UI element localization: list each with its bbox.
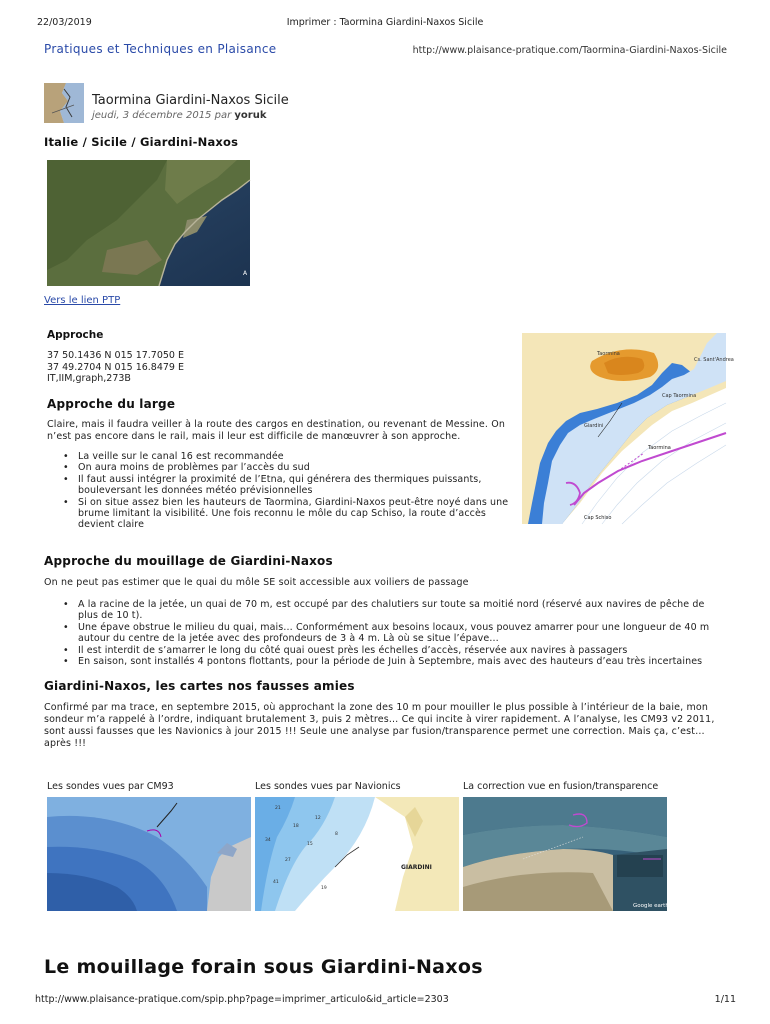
approche-large-paragraph [47,419,517,443]
cartes-line-4: après !!! [44,738,87,749]
list-item: • Une épave obstrue le milieu du quai, mais… Conformément aux besoins locaux, vous pouvez amarrer pour une longueur de 40 m autour du centre de la jetée avec des profondeurs de 3 à 4 m. Là où se situe l’épave… [44,622,734,645]
satellite-image [47,160,250,286]
chart-label-captaormina: Cap Taormina [662,393,697,399]
list-item: • Il est interdit de s’amarrer le long du côté quai ouest près les échelles d’accès, réservée aux navires à passagers [44,645,734,656]
cartes-paragraph [44,702,734,750]
mouillage-heading: Approche du mouillage de Giardini-Naxos [44,554,333,568]
svg-text:12: 12 [315,816,321,821]
footer-url: http://www.plaisance-pratique.com/spip.php?page=imprimer_articulo&id_article=2303 [35,994,449,1005]
navionics-label: GIARDINI [401,864,432,871]
approche-large-line-2: n’est pas encore dans le rail, mais il leur est difficile de manœuvrer à son approche. [47,431,461,442]
coord-line-1: 37 50.1436 N 015 17.7050 E [47,350,184,361]
list-item: • A la racine de la jetée, un quai de 70 m, est occupé par des chalutiers sur toute sa moitié nord (réservé aux navires de pêche de plus de 10 t). [44,599,734,622]
ptp-link[interactable]: Vers le lien PTP [44,295,121,306]
svg-text:A: A [243,270,248,277]
article-meta [92,110,267,121]
site-url[interactable]: http://www.plaisance-pratique.com/Taormina-Giardini-Naxos-Sicile [412,45,727,56]
list-item: • En saison, sont installés 4 pontons flottants, pour la période de Juin à Septembre, mais avec des hauteurs d’eau très incertaines [44,656,734,667]
google-earth-watermark: Google earth [633,903,669,909]
svg-text:18: 18 [293,824,299,829]
list-item: • Si on situe assez bien les hauteurs de Taormina, Giardini-Naxos peut-être noyé dans une brume limitant la visibilité. Une fois reconnu le môle du cap Schiso, la route d’accès devient claire [44,497,524,531]
chart-label-taormina-track: Taormina [648,445,671,451]
list-item: • On aura moins de problèmes par l’accès du sud [44,462,524,473]
svg-text:8: 8 [335,832,338,837]
caption-fusion: La correction vue en fusion/transparence [463,781,659,792]
list-item: • La veille sur le canal 16 est recommandée [44,451,524,462]
list-item: • Il faut aussi intégrer la proximité de l’Etna, qui générera des thermiques puissants, bouleversant les données météo prévisionnelles [44,474,524,497]
site-name[interactable]: Pratiques et Techniques en Plaisance [44,42,277,56]
caption-cm93: Les sondes vues par CM93 [47,781,174,792]
article-by: par [214,110,232,121]
print-date: 22/03/2019 [37,17,92,28]
navionics-image [255,797,459,911]
print-title: Imprimer : Taormina Giardini-Naxos Sicile [286,17,484,28]
nautical-chart [522,333,734,524]
article-title: Taormina Giardini-Naxos Sicile [92,93,289,108]
page-number: 1/11 [714,994,736,1005]
svg-text:27: 27 [285,858,291,863]
breadcrumb: Italie / Sicile / Giardini-Naxos [44,135,239,149]
article-author[interactable]: yoruk [234,110,267,121]
article-logo-icon [44,83,84,123]
svg-text:19: 19 [321,886,327,891]
chart-label-giardini: Giardini [584,423,604,429]
caption-navionics: Les sondes vues par Navionics [255,781,401,792]
article-date: jeudi, 3 décembre 2015 [92,110,212,121]
chart-label-capschiso: Cap Schiso [584,515,612,521]
approche-large-list [44,451,524,531]
coord-line-2: 37 49.2704 N 015 16.8479 E [47,361,184,373]
cartes-line-2: sondeur m’a rappelé à l’ordre, indiquant brutalement 3, puis 2 mètres… Ce qui incite à virer rapidement. A l’analyse, les CM93 v2 2011, [44,714,715,725]
svg-text:34: 34 [265,838,271,843]
chart-label-santandrea: Cs. Sant'Andrea [694,357,734,363]
coord-line-3: IT,IIM,graph,273B [47,373,131,384]
approche-coords [47,350,184,385]
svg-text:41: 41 [273,880,279,885]
approche-large-line-1: Claire, mais il faudra veiller à la route des cargos en destination, ou revenant de Messine. On [47,419,506,430]
mouillage-intro: On ne peut pas estimer que le quai du môle SE soit accessible aux voiliers de passage [44,577,469,588]
fusion-image [463,797,667,911]
chart-label-taormina: Taormina [597,351,620,357]
mouillage-list [44,599,734,667]
cartes-line-3: sont aussi fausses que les Navionics à jour 2015 !!! Seule une analyse par fusion/transparence permet une correction. Mais ça, c’est… [44,726,705,737]
svg-text:15: 15 [307,842,313,847]
cartes-line-1: Confirmé par ma trace, en septembre 2015, où approchant la zone des 10 m pour mouiller le plus possible à l’intérieur de la baie, mon [44,702,709,713]
approche-heading: Approche [47,329,104,341]
svg-text:21: 21 [275,806,281,811]
approche-large-heading: Approche du large [47,397,176,411]
cm93-image [47,797,251,911]
cartes-heading: Giardini-Naxos, les cartes nos fausses amies [44,679,355,693]
mouillage-forain-heading: Le mouillage forain sous Giardini-Naxos [44,956,483,978]
